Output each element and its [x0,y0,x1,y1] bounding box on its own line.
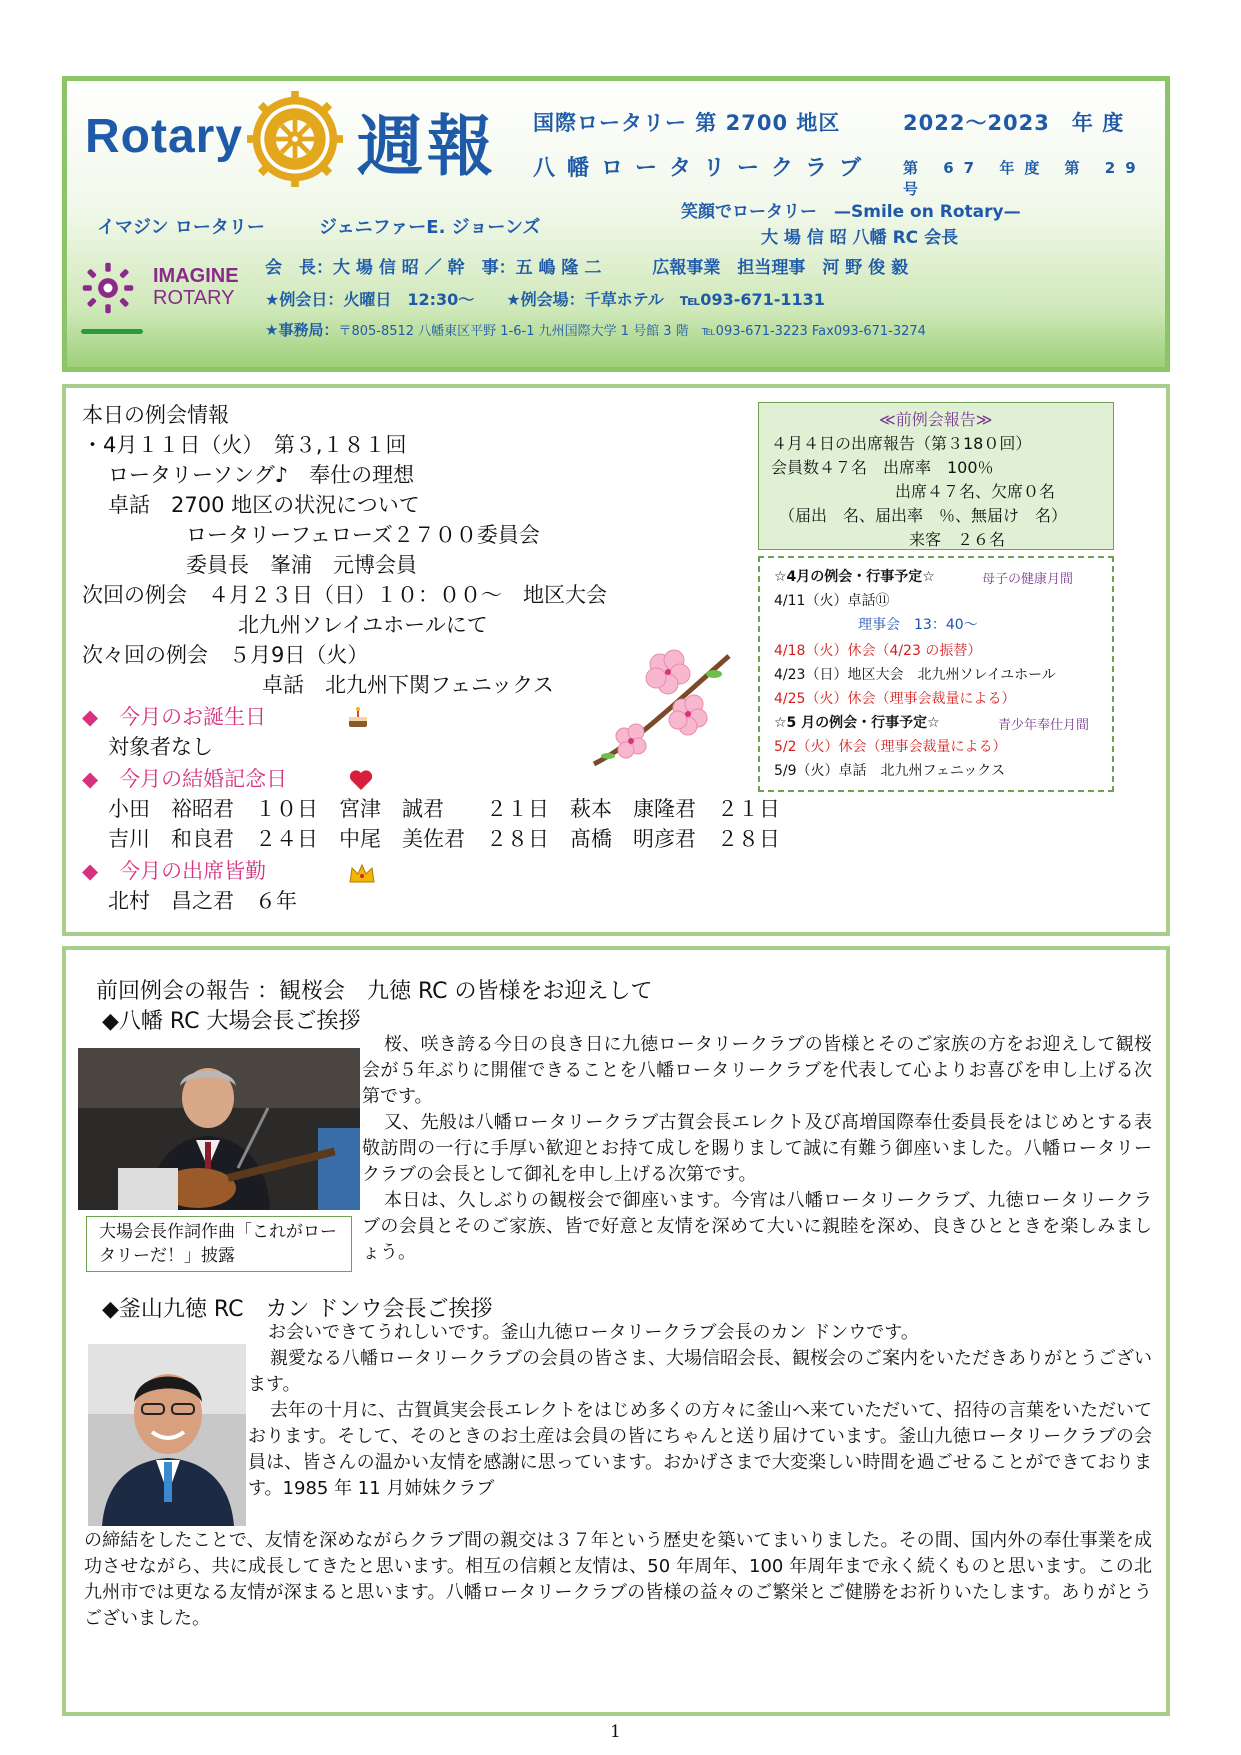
section-title: 本日の例会情報 [82,403,229,427]
previous-meeting-report [758,402,1114,550]
report-present-absent: 出席４７名、欠席０名 [895,482,1056,501]
busan-paragraph-3: 去年の十月に、古賀眞実会長エレクトをはじめ多くの方々に釜山へ来ていただいて、招待の言葉をいただいております。そして、そのときのお土産は会員の皆にちゃんと送り届けています。釜山九徳ロータリークラブの会員は、皆さんの温かい友情を感謝に思っています。おかげさまで大変楽しい時間を過ごせることができております。1985 年 11 月姉妹クラブ [248,1400,1152,1499]
meeting-date: ・4月１１日（火） 第３,１８１回 [82,433,407,457]
wedding-heading: ◆ 今月の結婚記念日 [82,767,288,791]
club-officers: 会 長：大 場 信 昭 ／ 幹 事：五 嶋 隆 二 広報事業 担当理事 河 野 俊 毅 [265,258,909,278]
office-info: ★事務局：〒805-8512 八幡東区平野 1-6-1 九州国際大学 1 号館 3 階 ℡093-671-3223 Fax093-671-3274 [265,321,926,339]
issue-number: 第 67 年度 第 29 号 [903,159,1146,198]
attendance-members: 北村 昌之君 ６年 [108,889,297,913]
schedule-item: 4/11（火）卓話⑪ [774,593,890,609]
speech-speaker: 委員長 峯浦 元博会員 [186,553,417,577]
meeting-info-section [62,384,1170,936]
schedule-item: 4/23（日）地区大会 北九州ソレイユホール [774,667,1056,683]
green-underline [81,329,143,334]
may-schedule-title: ☆5 月の例会・行事予定☆ [774,715,940,731]
birthday-members: 対象者なし [108,735,213,759]
schedule-item: 4/18（火）休会（4/23 の振替） [774,643,982,659]
fiscal-year: 2022～2023 年 度 [903,111,1125,135]
greeting-paragraph-1: 桜、咲き誇る今日の良き日に九徳ロータリークラブの皆様とそのご家族の方をお迎えして観桜会が５年ぶりに開催できることを八幡ロータリークラブを代表して心よりお喜びを申し上げる次第です。 [362,1034,1152,1107]
photo-caption: 大場会長作詞作曲「これがロータリーだ！」披露 [86,1216,352,1272]
newsletter-title: 週報 [357,108,497,185]
president-guitar-photo [78,1048,360,1210]
report-title: ≪前例会報告≫ [879,410,993,429]
speech-topic: 卓話 2700 地区の状況について [108,493,420,517]
meeting-after-next-talk: 卓話 北九州下関フェニックス [262,673,554,697]
attendance-heading: ◆ 今月の出席皆勤 [82,859,267,883]
may-theme: 青少年奉仕月間 [998,718,1090,733]
busan-paragraph-4: の締結をしたことで、友情を深めながらクラブ間の親交は３７年という歴史を築いてまいりました。その間、国内外の奉仕事業を成功させながら、共に成長してきたと思います。相互の信頼と友情は、50 年周年、100 年周年まで永く続くものと思います。この北九州市では更なる友情が深まると思います。八幡ロータリークラブの皆様の益々のご繁栄とご健勝をお祈りいたします。ありがとうございました。 [84,1530,1152,1629]
next-meeting-place: 北九州ソレイユホールにて [238,613,488,637]
imagine-rotary-wordmark: IMAGINE ROTARY [153,265,239,309]
previous-meeting-article [62,946,1170,1716]
meeting-after-next: 次々回の例会 ５月9日（火） [82,643,369,667]
report-guests: 来客 ２６名 [909,530,1006,549]
busan-president-photo [88,1344,246,1526]
wedding-members-2: 吉川 和良君 ２４日 中尾 美佐君 ２８日 髙橋 明彦君 ２８日 [108,827,780,851]
club-president: 大 場 信 昭 八幡 RC 会長 [761,228,959,248]
club-name: 八幡ロータリークラブ [533,156,874,181]
ri-president: ジェニファーE. ジョーンズ [319,217,541,238]
schedule-item: 5/2（火）休会（理事会裁量による） [774,739,1007,755]
report-notified: （届出 名、届出率 ％、無届け 名） [779,506,1068,525]
ri-theme: イマジン ロータリー [97,217,265,238]
crown-icon [348,862,376,884]
greeting-paragraph-2: 又、先般は八幡ロータリークラブ古賀会長エレクト及び髙増国際奉仕委員長をはじめとする表敬訪問の一行に手厚い歓迎とお持て成しを賜りまして誠に有難う御座いました。八幡ロータリークラブの会長として御礼を申し上げる次第です。 [362,1112,1152,1185]
cake-icon [346,706,370,730]
district-label: 国際ロータリー 第 2700 地区 [533,111,841,135]
club-theme: 笑顔でロータリー —Smile on Rotary— [681,202,1021,222]
wedding-members-1: 小田 裕昭君 １０日 宮津 誠君 ２１日 萩本 康隆君 ２１日 [108,797,780,821]
greeting-paragraph-3: 本日は、久しぶりの観桜会で御座います。今宵は八幡ロータリークラブ、九徳ロータリークラブの会員とそのご家族、皆で好意と友情を深めて大いに親睦を深め、良きひとときを楽しみましょう。 [362,1190,1152,1263]
schedule-box [758,556,1114,792]
article-subheading-2: ◆釜山九徳 RC カン ドンウ会長ご挨拶 [102,1297,493,1322]
rotary-wheel-logo [247,91,343,187]
speech-organization: ロータリーフェローズ２７００委員会 [186,523,540,547]
april-schedule-title: ☆4月の例会・行事予定☆ [774,569,935,585]
april-theme: 母子の健康月間 [982,572,1074,587]
cherry-blossom-illustration [584,644,734,774]
busan-paragraph-1: お会いできてうれしいです。釜山九徳ロータリークラブ会長のカン ドンウです。 [268,1322,919,1343]
page-number: 1 [610,1722,621,1742]
article-title: 前回例会の報告 ：観桜会 九徳 RC の皆様をお迎えして [96,979,653,1004]
report-membership: 会員数４７名 出席率 100％ [771,458,994,477]
rotary-wordmark: Rotary [85,110,244,163]
heart-icon [348,768,374,792]
schedule-item: 理事会 13：40～ [858,617,978,633]
busan-paragraph-2: 親愛なる八幡ロータリークラブの会員の皆さま、大場信昭会長、観桜会のご案内をいただきありがとうございます。 [248,1348,1152,1395]
birthday-heading: ◆ 今月のお誕生日 [82,705,267,729]
rotary-song: ロータリーソング♪ 奉仕の理想 [108,463,415,487]
imagine-rotary-icon [81,261,135,315]
schedule-item: 4/25（火）休会（理事会裁量による） [774,691,1016,707]
report-attendance: ４月４日の出席報告（第３18０回） [771,434,1032,453]
meeting-info: ★例会日：火曜日 12:30～ ★例会場：千草ホテル ℡093-671-1131 [265,290,825,309]
article-subheading-1: ◆八幡 RC 大場会長ご挨拶 [102,1009,361,1034]
schedule-item: 5/9（火）卓話 北九州フェニックス [774,763,1006,779]
next-meeting: 次回の例会 ４月２３日（日）１０：００～ 地区大会 [82,583,607,607]
newsletter-header [62,76,1170,372]
